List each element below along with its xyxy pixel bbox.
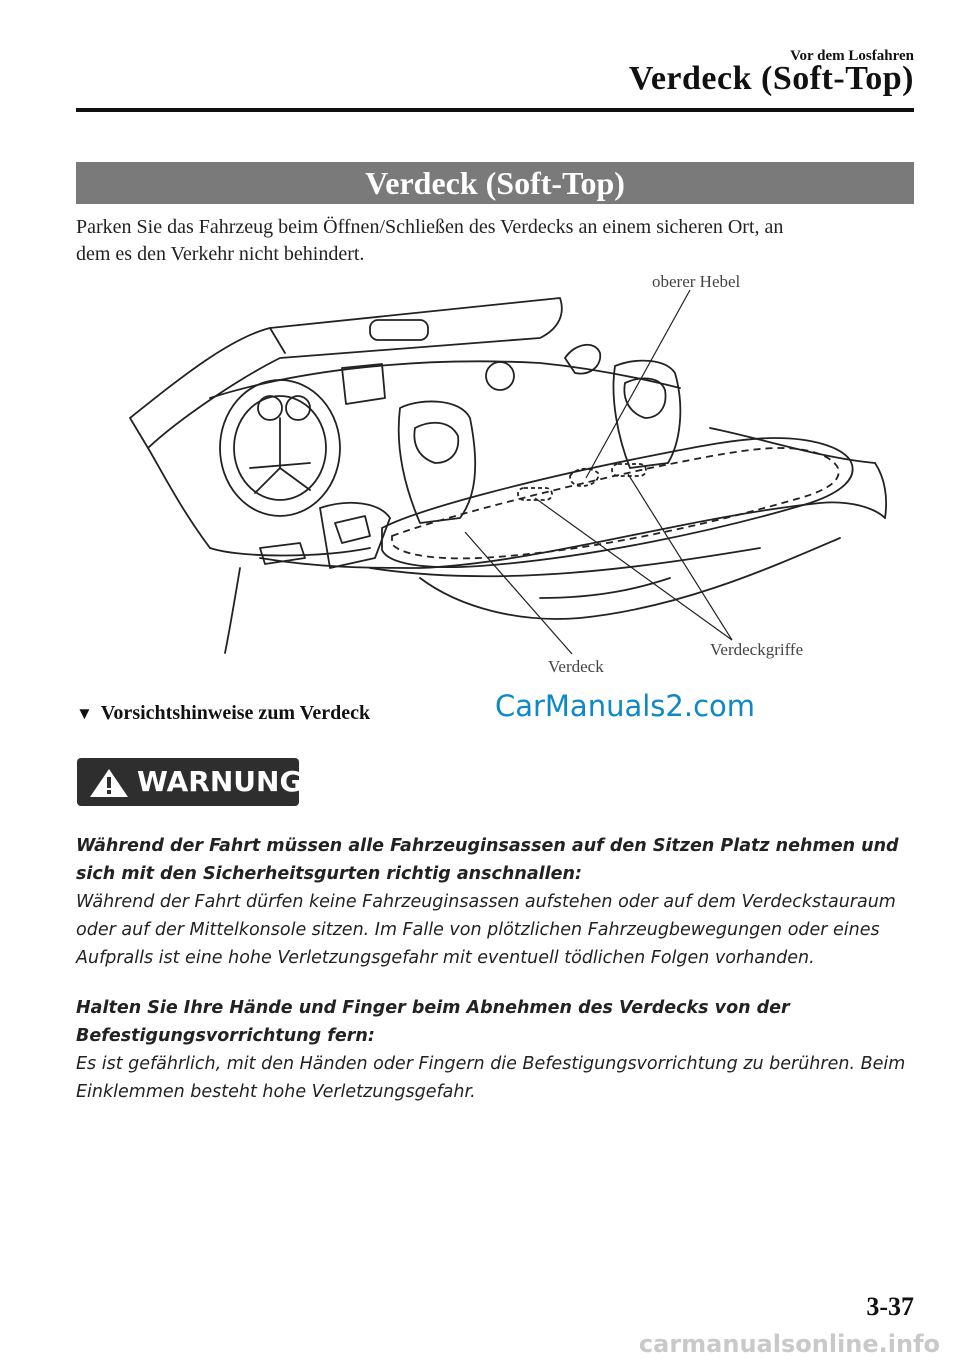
warning-paragraph-1: [76, 832, 916, 972]
intro-line-1: Parken Sie das Fahrzeug beim Öffnen/Schließen des Verdecks an einem sicheren Ort, an: [76, 216, 784, 238]
subheading-text: Vorsichtshinweise zum Verdeck: [100, 702, 371, 724]
warning-p1-text: Während der Fahrt dürfen keine Fahrzeuginsassen aufstehen oder auf dem Verdeckstauraum oder auf der Mittelkonsole sitzen. Im Falle von plötzlichen Fahrzeugbewegungen oder eines Aufpralls ist eine hohe Verletzungsgefahr mit eventuell tödlichen Folgen vorhanden.: [76, 892, 896, 968]
intro-paragraph: [76, 214, 914, 268]
convertible-illustration: [120, 268, 900, 680]
warning-p2-text: Es ist gefährlich, mit den Händen oder Fingern die Befestigungsvorrichtung zu berühren. Beim Einklemmen besteht hohe Verletzungsgefahr.: [76, 1054, 906, 1102]
footer-watermark: carmanualsonline.info: [638, 1330, 940, 1358]
warning-label-box: [77, 758, 303, 806]
header-section-label: Vor dem Losfahren: [790, 48, 914, 64]
label-upper-lever: oberer Hebel: [652, 272, 741, 291]
label-top-handles: Verdeckgriffe: [710, 640, 804, 659]
label-soft-top: Verdeck: [548, 657, 604, 676]
intro-line-2: dem es den Verkehr nicht behindert.: [76, 243, 365, 265]
warning-p2-heading: Halten Sie Ihre Hände und Finger beim Abnehmen des Verdecks von der Befestigungsvorrichtung fern:: [76, 998, 790, 1046]
section-banner: Verdeck (Soft-Top): [76, 162, 914, 204]
warning-label: WARNUNG: [137, 765, 303, 798]
page-number: 3-37: [866, 1292, 914, 1321]
watermark-banner: CarManuals2.com: [490, 686, 760, 726]
header-rule: [76, 108, 914, 112]
warning-triangle-icon: [87, 766, 131, 800]
subheading: [76, 702, 370, 725]
header-title: Verdeck (Soft-Top): [628, 60, 914, 97]
warning-p1-heading: Während der Fahrt müssen alle Fahrzeuginsassen auf den Sitzen Platz nehmen und sich mit den Sicherheitsgurten richtig anschnallen:: [76, 836, 899, 884]
triangle-marker-icon: ▼: [76, 704, 93, 723]
warning-paragraph-2: [76, 994, 916, 1106]
